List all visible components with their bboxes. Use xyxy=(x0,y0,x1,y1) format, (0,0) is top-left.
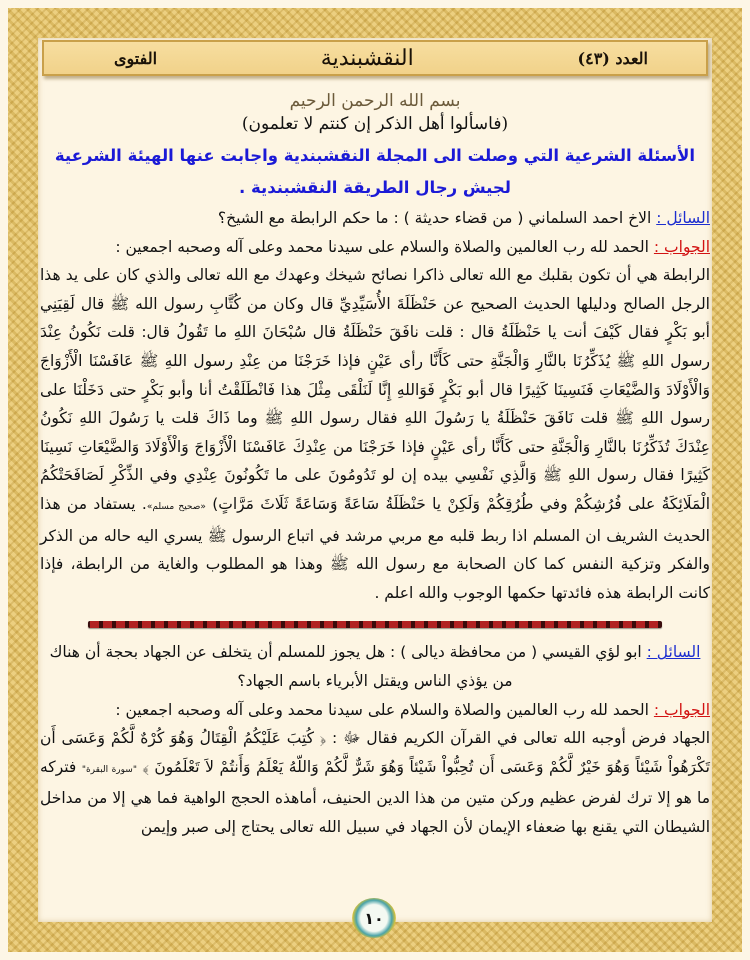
answer-2-opening xyxy=(40,696,710,725)
question-text: ابو لؤي القيسي ( من محافظة ديالى ) : هل يجوز للمسلم أن يتخلف عن الجهاد بحجة أن هناك من يؤذي الناس ويقتل الأبرياء باسم الجهاد؟ xyxy=(49,643,647,690)
answer-2-body xyxy=(40,724,710,841)
answer-1-body xyxy=(40,261,710,607)
header-bar xyxy=(42,40,708,76)
question-text: الاخ احمد السلماني ( من قضاء حديثة ) : ما حكم الرابطة مع الشيخ؟ xyxy=(217,209,657,227)
quran-verse: (فاسألوا أهل الذكر إن كنتم لا تعلمون) xyxy=(241,114,509,134)
answer-conclusion: فتركه ما هو إلا ترك لفرض عظيم وركن متين من هذا الدين الحنيف، أماهذه الحجج الواهية فما هي إلا من مداخل الشيطان التي يقنع بها ضعفاء الإيمان لأن الجهاد في سبيل الله تعالى يحتاج إلى صبر وإيمن xyxy=(40,757,710,836)
issue-label: العدد (٤٣) xyxy=(577,48,648,68)
basmala: بسم الله الرحمن الرحيم xyxy=(289,91,461,111)
answer-opening: الحمد لله رب العالمين والصلاة والسلام على سيدنا محمد وعلى آله وصحبه اجمعين : xyxy=(115,237,654,256)
answer-opening: الحمد لله رب العالمين والصلاة والسلام على سيدنا محمد وعلى آله وصحبه اجمعين : xyxy=(115,700,654,719)
page-number: ١٠ xyxy=(364,908,384,928)
question-label: السائل : xyxy=(646,643,701,662)
answer-conclusion: . يستفاد من هذا الحديث الشريف ان المسلم اذا ربط قلبه مع مربي مرشد في اتباع الرسول ﷺ يسري اليه حاله من الذكر والفكر وتزكية النفس كما كان الصحابة مع رسول الله ﷺ وهذا هو المطلوب والغاية من الرابطة، فإذا كانت الرابطة هذه فائدتها حكمها الوجوب والله اعلم . xyxy=(40,494,710,602)
question-1 xyxy=(40,204,710,233)
citation: «صحيح مسلم» xyxy=(146,501,206,512)
answer-1-opening xyxy=(40,233,710,262)
answer-body: الرابطة هي أن تكون بقلبك مع الله تعالى ذاكرا نصائح شيخك وعهدك مع الله تعالى والذي كان على يد هذا الرجل الصالح ودليلها الحديث الصحيح عن حَنْظَلَةَ الأُسَيِّدِيِّ قال وكان من كُتَّابِ رسول الله ﷺ قال لَقِيَنِي أبو بَكْرٍ فقال كَيْفَ أنت يا حَنْظَلَةُ قال : قلت نافَقَ حَنْظَلَةُ قال سُبْحَانَ اللهِ ما تَقُولُ قال: قلت نَكُونُ عِنْدَ رسول اللهِ ﷺ يُذَكِّرُنَا بالنَّارِ وَالْجَنَّةِ حتى كَأَنَّا رأى عَيْنٍ فإذا خَرَجْنَا من عِنْدِ رسول اللهِ ﷺ عَافَسْنَا الْأَزْوَاجَ وَالْأَوْلَادَ وَالضَّيْعَاتِ فَنَسِينَا كَثِيرًا قال أبو بَكْرٍ فَوَاللهِ إِنَّا لَنَلْقَى مِثْلَ هذا فَانْطَلَقْتُ أنا وأبو بَكْرٍ حتى دَخَلْنَا على رسول اللهِ ﷺ قلت نَافَقَ حَنْظَلَةُ يا رَسُولَ اللهِ فقال رسول اللهِ ﷺ وما ذَاكَ قلت يا رَسُولَ اللهِ نَكُونُ عِنْدَكَ تُذَكِّرُنَا بالنَّارِ وَالْجَنَّةِ حتى كَأَنَّا رأى عَيْنٍ فإذا خَرَجْنَا من عِنْدِكَ عَافَسْنَا الْأَزْوَاجَ وَالْأَوْلَادَ وَالضَّيْعَاتِ نَسِينَا كَثِيرًا فقال رسول اللهِ ﷺ وَالَّذِي نَفْسِي بيده إن لو تَدُومُونَ على ما تَكُونُونَ عِنْدِي وفي الذِّكْرِ لَصَافَحَتْكُمُ الْمَلَائِكَةُ على فُرُشِكُمْ وفي طُرُقِكُمْ وَلَكِنْ يا حَنْظَلَةُ سَاعَةً وَسَاعَةً ثَلَاثَ مَرَّاتٍ) xyxy=(40,266,710,513)
question-2 xyxy=(40,638,710,695)
citation: "سورة البقرة" xyxy=(81,764,137,775)
answer-label: الجواب : xyxy=(653,237,710,256)
article-content xyxy=(40,90,710,841)
answer-label: الجواب : xyxy=(653,700,710,719)
answer-body: الجهاد فرض أوجبه الله تعالى في القرآن الكريم فقال ﷻ : ﴿ كُتِبَ عَلَيْكُمُ الْقِتَالُ وَهُوَ كُرْهٌ لَّكُمْ وَعَسَى أَن تَكْرَهُواْ شَيْئاً وَهُوَ خَيْرٌ لَّكُمْ وَعَسَى أَن تُحِبُّواْ شَيْئاً وَهُوَ شَرٌّ لَّكُمْ وَاللّهُ يَعْلَمُ وَأَنتُمْ لاَ تَعْلَمُونَ ﴾ xyxy=(40,729,710,776)
section-label: الفتوى xyxy=(114,48,158,68)
question-label: السائل : xyxy=(656,209,710,227)
intro-heading: الأسئلة الشرعية التي وصلت الى المجلة النقشبندية واجابت عنها الهيئة الشرعية لجيش رجال الطريقة النقشبندية . xyxy=(54,146,696,197)
section-divider xyxy=(88,621,662,628)
page-number-badge xyxy=(352,898,396,938)
magazine-title: النقشبندية xyxy=(320,45,414,71)
